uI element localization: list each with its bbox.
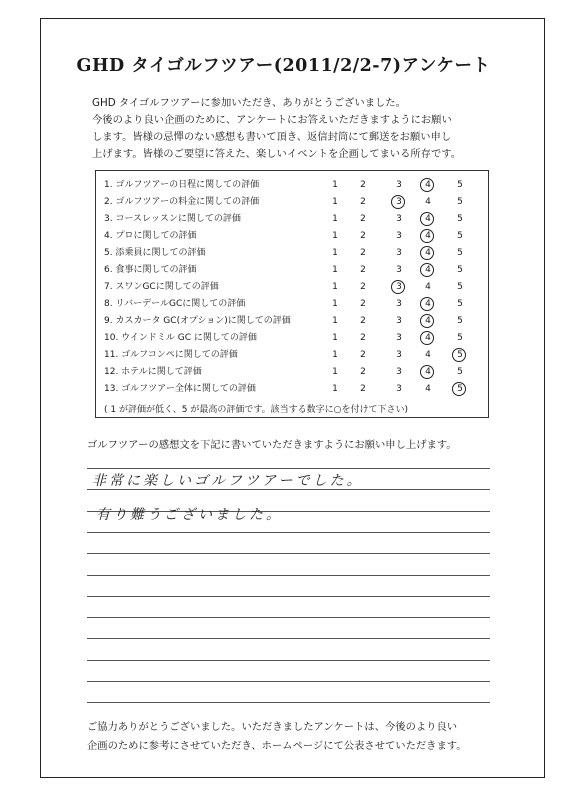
ruled-line: [87, 553, 490, 554]
rating-item-label: 1. ゴルフツアーの日程に関しての評価: [104, 180, 260, 190]
ruled-line: [87, 468, 490, 469]
score-option[interactable]: 2: [360, 282, 366, 292]
intro-text: [92, 95, 512, 163]
score-option[interactable]: 5: [457, 316, 463, 326]
score-option[interactable]: 1: [332, 350, 338, 360]
ruled-line: [87, 575, 490, 576]
score-option[interactable]: 1: [332, 231, 338, 241]
score-option[interactable]: 2: [360, 197, 366, 207]
score-option[interactable]: 5: [457, 282, 463, 292]
handwritten-comment: 有り難うございました。: [96, 507, 283, 523]
ruled-line: [87, 532, 490, 533]
rating-item-label: 8. リバーデールGCに関しての評価: [104, 299, 246, 309]
score-option[interactable]: 1: [332, 299, 338, 309]
score-option[interactable]: 5: [457, 214, 463, 224]
score-option[interactable]: 1: [332, 367, 338, 377]
rating-item-label: 10. ウインドミル GC に関しての評価: [104, 333, 257, 343]
score-option[interactable]: 2: [360, 231, 366, 241]
score-option[interactable]: 4: [425, 384, 431, 394]
score-option[interactable]: 3: [396, 384, 402, 394]
score-option[interactable]: 1: [332, 265, 338, 275]
selected-score-option[interactable]: 5: [453, 347, 467, 364]
selected-score-option[interactable]: 4: [421, 211, 435, 228]
score-option[interactable]: 1: [332, 282, 338, 292]
score-option[interactable]: 5: [457, 299, 463, 309]
rating-item-label: 11. ゴルフコンペに関しての評価: [104, 350, 238, 360]
intro-line: GHD タイゴルフツアーに参加いただき、ありがとうございました。: [92, 97, 406, 109]
rating-row: [96, 364, 490, 381]
score-option[interactable]: 2: [360, 384, 366, 394]
rating-item-label: 5. 添乗員に関しての評価: [104, 248, 206, 258]
rating-item-label: 7. スワンGCに関しての評価: [104, 282, 219, 292]
ruled-line: [87, 681, 490, 682]
score-option[interactable]: 4: [425, 197, 431, 207]
score-option[interactable]: 2: [360, 299, 366, 309]
score-option[interactable]: 3: [396, 248, 402, 258]
score-option[interactable]: 2: [360, 248, 366, 258]
score-option[interactable]: 5: [457, 197, 463, 207]
score-option[interactable]: 1: [332, 333, 338, 343]
score-option[interactable]: 5: [457, 180, 463, 190]
score-option[interactable]: 2: [360, 265, 366, 275]
rating-row: [96, 177, 490, 194]
intro-line: 上げます。皆様のご要望に答えた、楽しいイベントを企画してまいる所存です。: [92, 148, 462, 160]
ruled-line: [87, 660, 490, 661]
score-option[interactable]: 5: [457, 231, 463, 241]
selected-score-option[interactable]: 3: [392, 194, 406, 211]
selected-score-option[interactable]: 4: [421, 296, 435, 313]
rating-row: [96, 347, 490, 364]
rating-row: [96, 245, 490, 262]
score-option[interactable]: 1: [332, 180, 338, 190]
closing-line: ご協力ありがとうございました。いただきましたアンケートは、今後のより良い: [87, 721, 458, 733]
rating-item-label: 6. 食事に関しての評価: [104, 265, 197, 275]
score-option[interactable]: 1: [332, 384, 338, 394]
rating-row: [96, 211, 490, 228]
score-option[interactable]: 3: [396, 299, 402, 309]
intro-line: します。皆様の忌憚のない感想も書いて頂き、返信封筒にて郵送をお願い申し: [92, 131, 452, 143]
score-option[interactable]: 3: [396, 231, 402, 241]
rating-row: [96, 381, 490, 398]
score-option[interactable]: 3: [396, 265, 402, 275]
intro-line: 今後のより良い企画のために、アンケートにお答えいただきますようにお願い: [92, 114, 452, 126]
score-option[interactable]: 2: [360, 316, 366, 326]
selected-score-option[interactable]: 4: [421, 177, 435, 194]
ruled-line: [87, 702, 490, 703]
score-option[interactable]: 2: [360, 350, 366, 360]
rating-item-label: 13. ゴルフツアー全体に関しての評価: [104, 384, 256, 394]
score-option[interactable]: 3: [396, 367, 402, 377]
selected-score-option[interactable]: 5: [453, 381, 467, 398]
selected-score-option[interactable]: 4: [421, 364, 435, 381]
score-option[interactable]: 5: [457, 367, 463, 377]
score-option[interactable]: 1: [332, 197, 338, 207]
rating-item-label: 9. カスカータ GC(オプション)に関しての評価: [104, 316, 291, 326]
form-title: GHD タイゴルフツアー(2011/2/2-7)アンケート: [76, 56, 491, 76]
ruled-line: [87, 638, 490, 639]
ruled-line: [87, 617, 490, 618]
selected-score-option[interactable]: 4: [421, 228, 435, 245]
rating-row: [96, 313, 490, 330]
score-option[interactable]: 2: [360, 180, 366, 190]
score-option[interactable]: 3: [396, 333, 402, 343]
ruled-line: [87, 596, 490, 597]
score-option[interactable]: 1: [332, 248, 338, 258]
closing-text: [87, 718, 517, 756]
rating-table: [95, 170, 489, 418]
rating-row: [96, 296, 490, 313]
selected-score-option[interactable]: 4: [421, 313, 435, 330]
score-option[interactable]: 4: [425, 350, 431, 360]
score-option[interactable]: 3: [396, 180, 402, 190]
rating-note: ( 1 が評価が低く、5 が最高の評価です。該当する数字に○を付けて下さい): [104, 405, 409, 415]
rating-item-label: 4. プロに関しての評価: [104, 231, 197, 241]
score-option[interactable]: 2: [360, 333, 366, 343]
selected-score-option[interactable]: 4: [421, 245, 435, 262]
score-option[interactable]: 1: [332, 214, 338, 224]
handwritten-comment: 非常に楽しいゴルフツアーでした。: [92, 473, 364, 489]
score-option[interactable]: 1: [332, 316, 338, 326]
score-option[interactable]: 2: [360, 367, 366, 377]
score-option[interactable]: 2: [360, 214, 366, 224]
score-option[interactable]: 3: [396, 316, 402, 326]
score-option[interactable]: 3: [396, 350, 402, 360]
rating-item-label: 3. コースレッスンに関しての評価: [104, 214, 241, 224]
score-option[interactable]: 5: [457, 265, 463, 275]
rating-item-label: 2. ゴルフツアーの料金に関しての評価: [104, 197, 260, 207]
rating-row: [96, 279, 490, 296]
selected-score-option[interactable]: 3: [392, 279, 406, 296]
rating-row: [96, 228, 490, 245]
rating-row: [96, 194, 490, 211]
selected-score-option[interactable]: 4: [421, 262, 435, 279]
rating-row: [96, 262, 490, 279]
score-option[interactable]: 5: [457, 333, 463, 343]
score-option[interactable]: 5: [457, 248, 463, 258]
rating-row: [96, 330, 490, 347]
comment-prompt: ゴルフツアーの感想文を下記に書いていただきますようにお願い申し上げます。: [87, 439, 457, 451]
selected-score-option[interactable]: 4: [421, 330, 435, 347]
closing-line: 企画のために参考にさせていただき、ホームページにて公表させていただきます。: [87, 740, 467, 752]
score-option[interactable]: 4: [425, 282, 431, 292]
score-option[interactable]: 3: [396, 214, 402, 224]
rating-item-label: 12. ホテルに関して評価: [104, 367, 202, 377]
